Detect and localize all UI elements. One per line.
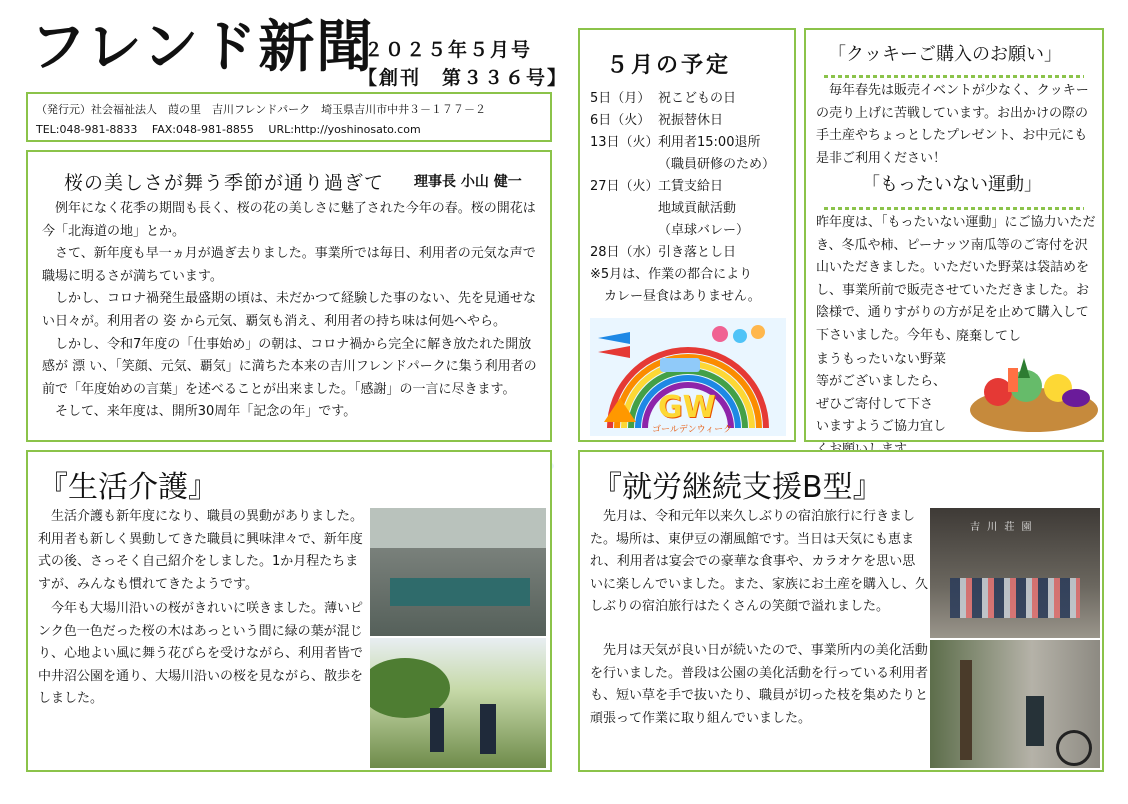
schedule-text: 祝こどもの日 — [658, 91, 737, 106]
schedule-date — [590, 154, 658, 176]
greeting-author: 理事長 小山 健一 — [414, 174, 522, 190]
masthead-title: フレンド新聞 — [30, 15, 375, 80]
schedule-date — [590, 198, 658, 220]
vegetables-icon — [964, 348, 1102, 438]
schedule-date — [590, 220, 658, 242]
travel-sign: 吉 川 荘 園 — [970, 522, 1034, 533]
schedule-date: 6日（火） — [590, 113, 651, 128]
issue-date: ２０２５年５月号 — [364, 39, 533, 61]
greeting-paragraph: 例年になく花季の期間も長く、桜の花の美しさに魅了された今年の春。桜の開花は今「北海道の地」とか。 — [42, 201, 536, 239]
schedule-text: （職員研修のため） — [658, 157, 776, 172]
shuro-p1: 先月は、令和元年以来久しぶりの宿泊旅行に行きました。場所は、東伊豆の潮風館です。当日は天気にも恵まれ、利用者は宴会での豪華な食事や、カラオケを思い思いに楽しんでいました。また、家族にお土産を購入し、久しぶりの宿泊旅行はたくさんの笑顔で溢れました。 — [590, 509, 929, 615]
gw-subtext: ゴールデンウィーク — [652, 425, 733, 435]
schedule-item — [590, 176, 790, 198]
greeting-body — [42, 198, 544, 424]
mottainai-line: ぜひご寄付して下さ — [816, 396, 934, 412]
schedule-item — [590, 220, 790, 242]
seikatsu-article — [26, 450, 552, 772]
schedule-note: ※5月は、作業の都合により — [590, 267, 753, 282]
schedule-date: 5日（月） — [590, 91, 651, 106]
cookie-title: 「クッキーご購入のお願い」 — [828, 44, 1062, 65]
publisher-address: （発行元）社会福祉法人 葭の里 吉川フレンドパーク 埼玉県吉川市中井３－１７７－２ — [36, 103, 487, 116]
schedule-list — [590, 88, 790, 308]
schedule-item — [590, 132, 790, 154]
schedule-box — [578, 28, 796, 442]
mottainai-line: 廃棄してし — [956, 329, 1022, 344]
mottainai-body-right — [816, 326, 1022, 462]
schedule-item — [590, 110, 790, 132]
cookie-body: 毎年春先は販売イベントが少なく、クッキーの売り上げに苦戦しています。お出かけの際の手土産やちょっとしたプレゼント、お中元にも是非ご利用ください！ — [816, 83, 1089, 166]
cherry-walk-photo — [370, 638, 546, 768]
schedule-text: 祝振替休日 — [658, 113, 724, 128]
mottainai-body: 昨年度は、「もったいない運動」にご協力いただき、冬瓜や柿、ピーナッツ南瓜等のご寄付を沢山いただきました。いただいた野菜は袋詰めをし、事業所前で販売させていただきました。お陰様で、通りすがりの方が足を止めて購入して下さいました。今年も、 — [816, 215, 1096, 343]
mottainai-line: まうもったいない野菜 — [816, 351, 947, 367]
greeting-paragraph: さて、新年度も早一ヵ月が過ぎ去りました。事業所では毎日、利用者の元気な声で職場に明るさが満ちています。 — [42, 246, 536, 284]
schedule-text: 地域貢献活動 — [658, 201, 737, 216]
greeting-paragraph: しかし、令和7年度の「仕事始め」の朝は、コロナ禍から完全に解き放たれた開放感が 漂 い、「笑顔、元気、覇気」に満ちた本来の吉川フレンドパークに集う利用者の前で「年度始めの言葉」を述べることが出来ました。「感謝」の一言に尽きます。 — [42, 336, 537, 397]
greeting-article — [26, 150, 552, 442]
group-travel-photo — [930, 508, 1100, 638]
cleanup-photo — [930, 640, 1100, 768]
schedule-date: 13日（火） — [590, 135, 659, 150]
dotted-divider — [806, 190, 1102, 210]
seikatsu-title: 『生活介護』 — [38, 470, 218, 505]
schedule-text: （卓球バレー） — [658, 223, 750, 238]
schedule-item — [590, 242, 790, 264]
schedule-note: カレー昼食はありません。 — [604, 289, 761, 304]
schedule-item — [590, 198, 790, 220]
mottainai-title: 「もったいない運動」 — [862, 174, 1042, 195]
shuro-article — [578, 450, 1104, 772]
greeting-paragraph: しかし、コロナ禍発生最盛期の頃は、未だかつて経験した事のない、先を見通せない日々が。利用者の 姿 から元気、覇気も消え、利用者の持ち味は何処へやら。 — [42, 291, 537, 329]
schedule-date: 27日（火） — [590, 179, 659, 194]
dotted-divider — [806, 58, 1102, 78]
schedule-text: 工賃支給日 — [658, 179, 724, 194]
mottainai-line: 等がございましたら、 — [816, 374, 947, 390]
greeting-title: 桜の美しさが舞う季節が通り過ぎて — [64, 172, 385, 194]
schedule-item — [590, 88, 790, 110]
shuro-title: 『就労継続支援B型』 — [592, 470, 883, 505]
issue-number: 【創刊 第３３６号】 — [358, 67, 569, 89]
meeting-room-photo — [370, 508, 546, 636]
gw-text: GW — [658, 390, 716, 425]
greeting-paragraph: そして、来年度は、開所30周年「記念の年」です。 — [55, 404, 357, 420]
notice-box — [804, 28, 1104, 442]
gw-illustration — [590, 318, 786, 436]
seikatsu-p2: 今年も大場川沿いの桜がきれいに咲きました。薄いピンク色一色だった桜の木はあっという間に緑の葉が混じり、心地よい風に舞う花びらを受けながら、利用者皆で中井沼公園を通り、大場川沿いの桜を見ながら、散歩をしました。 — [38, 601, 364, 707]
seikatsu-p1: 生活介護も新年度になり、職員の異動がありました。利用者も新しく異動してきた職員に興味津々で、新年度式の後、さっそく自己紹介をしました。1か月程たちますが、みんなも慣れてきたようです。 — [38, 509, 364, 592]
schedule-title: ５月の予定 — [606, 53, 732, 78]
publisher-contact: TEL:048-981-8833 FAX:048-981-8855 URL:http://yoshinosato.com — [36, 123, 421, 136]
issue-info — [358, 36, 568, 92]
shuro-p2: 先月は天気が良い日が続いたので、事業所内の美化活動を行いました。普段は公園の美化活動を行っている利用者も、短い草を手で抜いたり、職員が切った枝を集めたりと頑張って作業に取り組んでいました。 — [590, 643, 929, 726]
schedule-date: 28日（水） — [590, 245, 659, 260]
schedule-text: 引き落とし日 — [658, 245, 737, 260]
mottainai-line: いますようご協力宜し — [816, 419, 947, 435]
publisher-box — [26, 92, 552, 142]
schedule-item — [590, 154, 790, 176]
schedule-text: 利用者15:00退所 — [658, 135, 761, 150]
